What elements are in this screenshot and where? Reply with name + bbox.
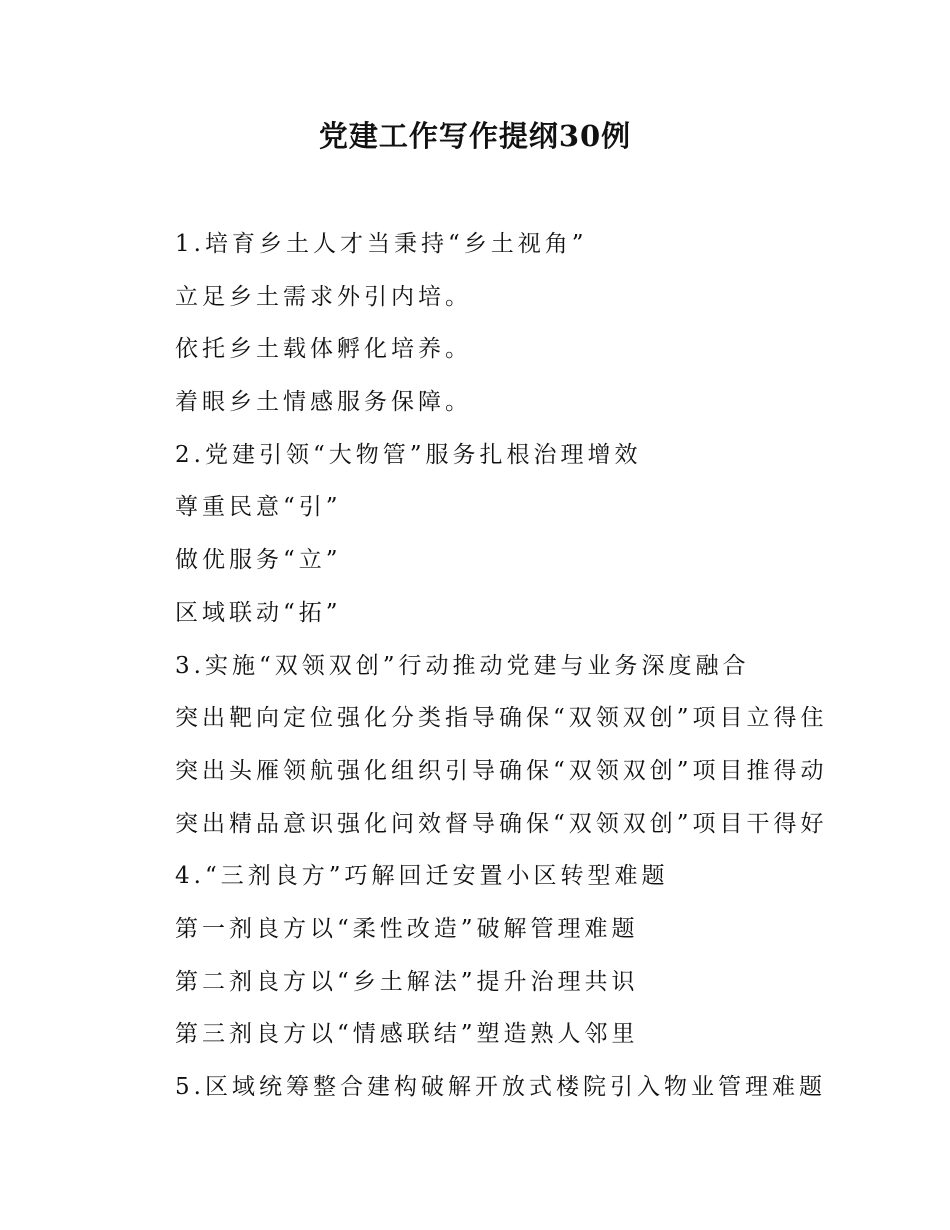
outline-heading-5: 5.区域统筹整合建构破解开放式楼院引入物业管理难题 xyxy=(175,1074,826,1100)
outline-heading-1: 1.培育乡土人才当秉持“乡土视角” xyxy=(175,231,588,257)
outline-point: 第一剂良方以“柔性改造”破解管理难题 xyxy=(175,915,639,942)
outline-point: 突出靶向定位强化分类指导确保“双领双创”项目立得住 xyxy=(175,705,828,732)
outline-heading-4: 4.“三剂良方”巧解回迁安置小区转型难题 xyxy=(175,863,669,890)
outline-list xyxy=(175,218,855,1114)
document-title: 党建工作写作提纲30例 xyxy=(318,119,632,153)
outline-point: 第三剂良方以“情感联结”塑造熟人邻里 xyxy=(175,1021,639,1048)
outline-point: 突出精品意识强化问效督导确保“双领双创”项目干得好 xyxy=(175,810,828,837)
outline-point: 着眼乡土情感服务保障。 xyxy=(175,389,472,416)
outline-point: 突出头雁领航强化组织引导确保“双领双创”项目推得动 xyxy=(175,757,828,784)
outline-point: 依托乡土载体孵化培养。 xyxy=(175,336,472,363)
outline-point: 尊重民意“引” xyxy=(175,494,342,521)
outline-point: 第二剂良方以“乡土解法”提升治理共识 xyxy=(175,968,639,995)
outline-heading-3: 3.实施“双领双创”行动推动党建与业务深度融合 xyxy=(175,652,750,679)
outline-point: 做优服务“立” xyxy=(175,547,342,574)
outline-point: 区域联动“拓” xyxy=(175,599,342,626)
outline-heading-2: 2.党建引领“大物管”服务扎根治理增效 xyxy=(175,441,642,468)
outline-point: 立足乡土需求外引内培。 xyxy=(175,283,472,310)
